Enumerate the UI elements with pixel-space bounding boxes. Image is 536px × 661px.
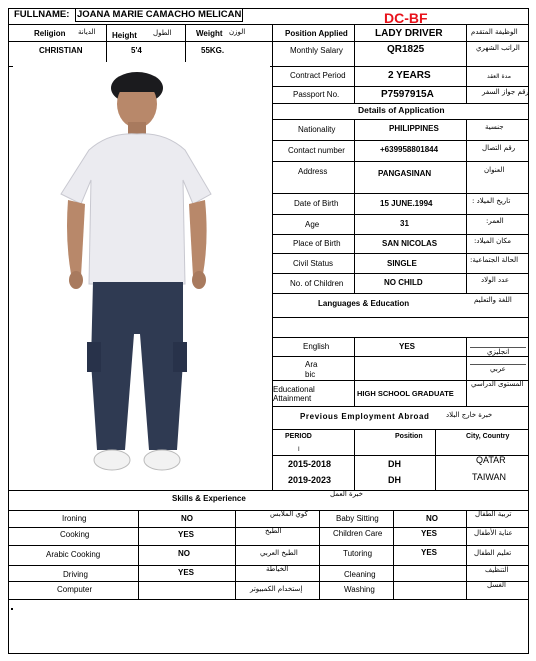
employment-period: 2019-2023	[288, 475, 332, 485]
rule	[354, 119, 355, 293]
rule	[354, 24, 355, 103]
rule	[272, 317, 529, 318]
education-value: HIGH SCHOOL GRADUATE	[357, 389, 454, 398]
contract-arabic: مدة العقد	[487, 73, 511, 80]
skill-arabic: كوي الملابس	[270, 510, 308, 518]
english-label: English	[303, 342, 330, 351]
detail-label: Civil Status	[293, 259, 334, 268]
rule	[466, 24, 467, 103]
skill-label: Arabic Cooking	[46, 550, 101, 559]
rule	[138, 510, 139, 599]
education-label: Educational	[273, 385, 315, 394]
skill-arabic: الغسل	[487, 581, 507, 589]
salary-label: Monthly Salary	[290, 46, 343, 55]
detail-arabic: العنوان	[484, 166, 505, 174]
skill-value: NO	[426, 514, 438, 523]
rule	[272, 140, 529, 141]
skill-value: YES	[178, 568, 195, 577]
dot-mark	[11, 608, 13, 610]
rule	[466, 510, 467, 599]
details-title: Details of Application	[358, 105, 445, 115]
detail-label: Contact number	[288, 146, 345, 155]
rule	[272, 119, 529, 120]
detail-label: Address	[298, 167, 328, 176]
detail-arabic: العمر:	[486, 217, 504, 225]
education-label-cont: Attainment	[273, 394, 312, 403]
skill-arabic: تربية الطفال	[475, 510, 512, 518]
rule	[319, 510, 320, 599]
applicant-photo	[13, 62, 270, 487]
detail-arabic: الحالة الجتماعية:	[470, 256, 519, 264]
arabic-arabic: عربي	[490, 365, 506, 373]
skill-label: Ironing	[62, 514, 87, 523]
religion-label: Religion	[34, 29, 66, 38]
skill-label: Cleaning	[344, 570, 376, 579]
rule	[272, 86, 529, 87]
rule	[272, 356, 529, 357]
height-value: 5'4	[131, 46, 142, 55]
skill-arabic: الطبخ	[265, 527, 282, 535]
skill-label: Cooking	[60, 530, 90, 539]
employment-title-arabic: خبرة خارج البلاد	[446, 411, 493, 419]
rule	[272, 161, 529, 162]
skill-arabic: تعليم الطفال	[474, 549, 512, 557]
rule	[272, 103, 529, 104]
skill-arabic: الطبخ العربي	[260, 549, 298, 557]
skill-label: Washing	[344, 585, 375, 594]
weight-value: 55KG.	[201, 46, 225, 55]
employment-country: TAIWAN	[472, 472, 506, 482]
skill-label: Children Care	[333, 529, 383, 538]
rule	[272, 193, 529, 194]
detail-arabic: جنسية	[485, 123, 504, 131]
skill-value: NO	[181, 514, 193, 523]
rule	[272, 214, 529, 215]
skill-label: Baby Sitting	[336, 514, 379, 523]
skill-value: YES	[421, 548, 438, 557]
rule	[185, 24, 186, 66]
salary-value: QR1825	[387, 44, 425, 55]
detail-label: Place of Birth	[293, 239, 341, 248]
employment-period-sub: I	[298, 447, 300, 453]
contract-label: Contract Period	[290, 71, 346, 80]
position-applied-label: Position Applied	[285, 29, 348, 38]
skill-arabic: التنظيف	[485, 566, 509, 574]
detail-value: 15 JUNE.1994	[380, 199, 433, 208]
applicant-photo-figure	[13, 62, 270, 487]
rule	[8, 581, 529, 582]
detail-label: Date of Birth	[294, 199, 339, 208]
skill-label: Tutoring	[343, 549, 373, 558]
skills-title: Skills & Experience	[172, 494, 246, 503]
passport-value: P7597915A	[381, 89, 434, 100]
rule	[8, 510, 529, 511]
rule	[272, 293, 529, 294]
detail-value: 31	[400, 219, 409, 228]
rule	[466, 119, 467, 293]
religion-arabic: الديانة	[78, 28, 96, 36]
employment-country: QATAR	[476, 455, 506, 465]
skill-label: Computer	[57, 585, 93, 594]
detail-arabic: رقم التصال	[482, 144, 516, 152]
weight-label: Weight	[196, 29, 223, 38]
detail-label: Nationality	[298, 125, 336, 134]
rule	[354, 429, 355, 490]
skill-label: Driving	[63, 570, 88, 579]
english-arabic: انجليزي	[487, 348, 510, 356]
rule	[8, 24, 529, 25]
rule	[272, 24, 273, 490]
rule	[272, 429, 529, 430]
rule	[8, 545, 529, 546]
contract-value: 2 YEARS	[388, 70, 431, 81]
detail-arabic: تاريخ الميلاد :	[472, 197, 511, 205]
rule	[272, 234, 529, 235]
detail-arabic: عدد الولاد	[481, 276, 509, 284]
rule	[393, 510, 394, 599]
rule	[272, 66, 529, 67]
rule	[272, 273, 529, 274]
rule	[106, 24, 107, 66]
skill-arabic: إستخدام الكمبيوتر	[250, 585, 303, 593]
education-arabic: المستوى الدراسي	[471, 380, 524, 388]
skill-value: YES	[178, 530, 195, 539]
employment-col-country: City, Country	[466, 433, 510, 440]
detail-value: PANGASINAN	[378, 169, 432, 178]
salary-arabic: الراتب الشهري	[476, 44, 520, 52]
employment-position: DH	[388, 459, 401, 469]
detail-value: PHILIPPINES	[389, 124, 439, 133]
rule	[272, 406, 529, 407]
rule	[8, 599, 529, 600]
rule	[435, 429, 436, 490]
skills-title-arabic: خبرة العمل	[330, 490, 363, 498]
employment-col-period: PERIOD	[285, 433, 312, 440]
passport-label: Passport No.	[293, 90, 340, 99]
fullname-label: FULLNAME:	[14, 9, 70, 20]
detail-value: NO CHILD	[384, 278, 423, 287]
position-applied-arabic: الوظيفة المتقدم	[471, 28, 518, 36]
arabic-label-cont: bic	[305, 370, 316, 379]
detail-label: Age	[305, 220, 320, 229]
form-code: DC-BF	[384, 10, 428, 26]
employment-title: Previous Employment Abroad	[300, 412, 430, 421]
rule	[8, 41, 529, 42]
rule	[272, 337, 529, 338]
skill-arabic: عناية الأطفال	[474, 529, 513, 537]
detail-value: +639958801844	[380, 145, 439, 154]
employment-period: 2015-2018	[288, 459, 332, 469]
passport-arabic: رقم جواز السفر	[482, 88, 529, 96]
rule	[354, 337, 355, 406]
employment-position: DH	[388, 475, 401, 485]
english-value: YES	[399, 342, 416, 351]
height-label: Height	[112, 31, 137, 40]
detail-arabic: مكان الميلاد:	[474, 237, 512, 245]
weight-arabic: الوزن	[229, 28, 246, 36]
employment-col-position: Position	[395, 433, 423, 440]
skill-arabic: الخياطة	[266, 565, 289, 573]
rule	[466, 337, 467, 406]
arabic-label: Ara	[305, 360, 318, 369]
skill-value: YES	[421, 529, 438, 538]
detail-label: No. of Children	[290, 279, 344, 288]
detail-value: SAN NICOLAS	[382, 239, 438, 248]
height-arabic: الطول	[153, 29, 172, 37]
languages-title-arabic: اللغة والتعليم	[474, 296, 512, 304]
rule	[272, 253, 529, 254]
rule	[8, 490, 529, 491]
languages-title: Languages & Education	[318, 299, 410, 308]
detail-value: SINGLE	[387, 259, 417, 268]
rule	[235, 510, 236, 599]
skill-value: NO	[178, 549, 190, 558]
fullname-value: JOANA MARIE CAMACHO MELICAN	[77, 9, 242, 20]
religion-value: CHRISTIAN	[39, 46, 83, 55]
position-applied-value: LADY DRIVER	[375, 28, 443, 39]
